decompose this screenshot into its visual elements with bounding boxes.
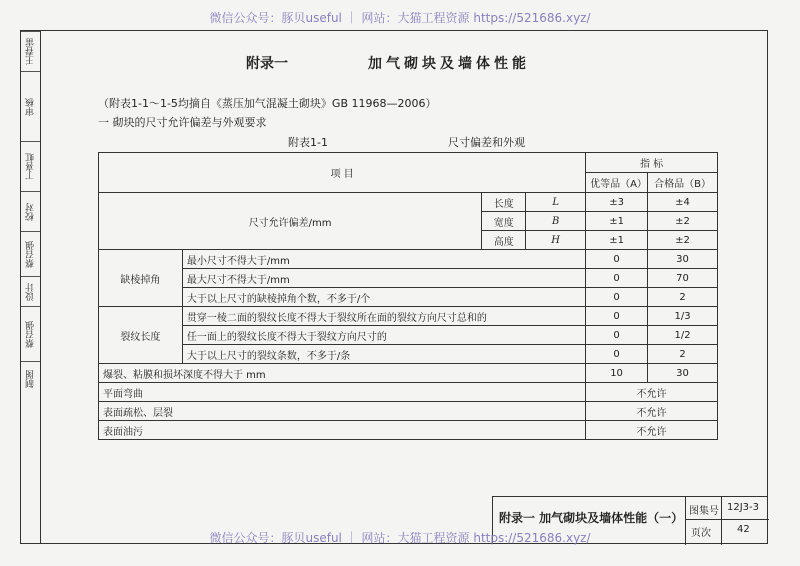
table-row bbox=[99, 383, 718, 402]
desc-cell: 表面油污 bbox=[99, 421, 586, 440]
table-row bbox=[99, 421, 718, 440]
header-item: 项 目 bbox=[99, 153, 586, 193]
side-label: 蔡召强 bbox=[21, 231, 40, 277]
table-row bbox=[99, 269, 718, 288]
side-label: 制图 bbox=[21, 361, 40, 397]
grade-a-cell: ±3 bbox=[586, 193, 648, 212]
header-grade-b: 合格品（B） bbox=[648, 173, 718, 193]
table-row bbox=[99, 193, 718, 212]
header-index: 指 标 bbox=[586, 153, 718, 173]
dim-cell: 宽度 bbox=[482, 212, 526, 231]
desc-cell: 表面疏松、层裂 bbox=[99, 402, 586, 421]
grade-a-cell: ±1 bbox=[586, 212, 648, 231]
dim-cell: 长度 bbox=[482, 193, 526, 212]
section-heading: 一 砌块的尺寸允许偏差与外观要求 bbox=[98, 116, 267, 129]
table-row bbox=[99, 288, 718, 307]
grade-a-cell: 0 bbox=[586, 250, 648, 269]
desc-cell: 大于以上尺寸的裂纹条数，不多于/条 bbox=[182, 345, 585, 364]
symbol-cell: H bbox=[526, 231, 586, 250]
drawing-name: 附录一 加气砌块及墙体性能（一） bbox=[499, 511, 684, 525]
crack-label: 裂纹长度 bbox=[99, 307, 183, 364]
table-caption: 尺寸偏差和外观 bbox=[448, 136, 525, 149]
dim-cell: 高度 bbox=[482, 231, 526, 250]
divider bbox=[685, 519, 769, 520]
value-cell: 不允许 bbox=[586, 383, 718, 402]
table-row bbox=[99, 402, 718, 421]
grade-a-cell: 0 bbox=[586, 288, 648, 307]
side-label: 丁喜虹 bbox=[21, 141, 40, 192]
grade-b-cell: 1/2 bbox=[648, 326, 718, 345]
atlas-label: 图集号 bbox=[689, 506, 719, 517]
grade-a-cell: 10 bbox=[586, 364, 648, 383]
grade-b-cell: 30 bbox=[648, 364, 718, 383]
value-cell: 不允许 bbox=[586, 402, 718, 421]
grade-b-cell: 2 bbox=[648, 345, 718, 364]
side-label: 蔡召强 bbox=[21, 306, 40, 362]
side-label: 王春雷 bbox=[21, 31, 40, 72]
symbol-cell: B bbox=[526, 212, 586, 231]
page-number: 42 bbox=[737, 524, 750, 535]
grade-b-cell: 30 bbox=[648, 250, 718, 269]
grade-a-cell: 0 bbox=[586, 269, 648, 288]
source-note: （附表1-1～1-5均摘自《蒸压加气混凝土砌块》GB 11968—2006） bbox=[98, 97, 437, 110]
spec-table bbox=[98, 152, 718, 440]
desc-cell: 大于以上尺寸的缺棱掉角个数，不多于/个 bbox=[182, 288, 585, 307]
table-row bbox=[99, 307, 718, 326]
desc-cell: 最小尺寸不得大于/mm bbox=[182, 250, 585, 269]
desc-cell: 爆裂、粘膜和损坏深度不得大于 mm bbox=[99, 364, 586, 383]
desc-cell: 贯穿一棱二面的裂纹长度不得大于裂纹所在面的裂纹方向尺寸总和的 bbox=[182, 307, 585, 326]
table-number: 附表1-1 bbox=[288, 136, 328, 149]
table-row bbox=[99, 250, 718, 269]
page-title: 加气砌块及墙体性能 bbox=[368, 56, 530, 72]
grade-a-cell: 0 bbox=[586, 345, 648, 364]
corner-label: 缺棱掉角 bbox=[99, 250, 183, 307]
symbol-cell: L bbox=[526, 193, 586, 212]
table-row bbox=[99, 345, 718, 364]
table-row bbox=[99, 326, 718, 345]
desc-cell: 最大尺寸不得大于/mm bbox=[182, 269, 585, 288]
grade-b-cell: ±2 bbox=[648, 212, 718, 231]
grade-a-cell: 0 bbox=[586, 307, 648, 326]
grade-b-cell: 70 bbox=[648, 269, 718, 288]
page-title-prefix: 附录一 bbox=[246, 56, 288, 72]
side-label: 设计 bbox=[21, 276, 40, 307]
watermark-top: 微信公众号：豚贝useful ｜ 网站：大猫工程资源 https://521686.xyz/ bbox=[209, 11, 591, 25]
desc-cell: 任一面上的裂纹长度不得大于裂纹方向尺寸的 bbox=[182, 326, 585, 345]
grade-b-cell: 2 bbox=[648, 288, 718, 307]
size-label: 尺寸允许偏差/mm bbox=[99, 193, 482, 250]
page-label: 页次 bbox=[691, 528, 711, 539]
grade-b-cell: 1/3 bbox=[648, 307, 718, 326]
header-grade-a: 优等品（A） bbox=[586, 173, 648, 193]
grade-a-cell: ±1 bbox=[586, 231, 648, 250]
grade-a-cell: 0 bbox=[586, 326, 648, 345]
desc-cell: 平面弯曲 bbox=[99, 383, 586, 402]
table-row bbox=[99, 364, 718, 383]
side-label: 审核 bbox=[21, 71, 40, 142]
side-label: 校对 bbox=[21, 191, 40, 232]
grade-b-cell: ±2 bbox=[648, 231, 718, 250]
watermark-bottom: 微信公众号：豚贝useful ｜ 网站：大猫工程资源 https://521686.xyz/ bbox=[209, 531, 591, 545]
value-cell: 不允许 bbox=[586, 421, 718, 440]
atlas-number: 12J3-3 bbox=[727, 502, 760, 513]
signature-strip bbox=[20, 30, 40, 544]
grade-b-cell: ±4 bbox=[648, 193, 718, 212]
